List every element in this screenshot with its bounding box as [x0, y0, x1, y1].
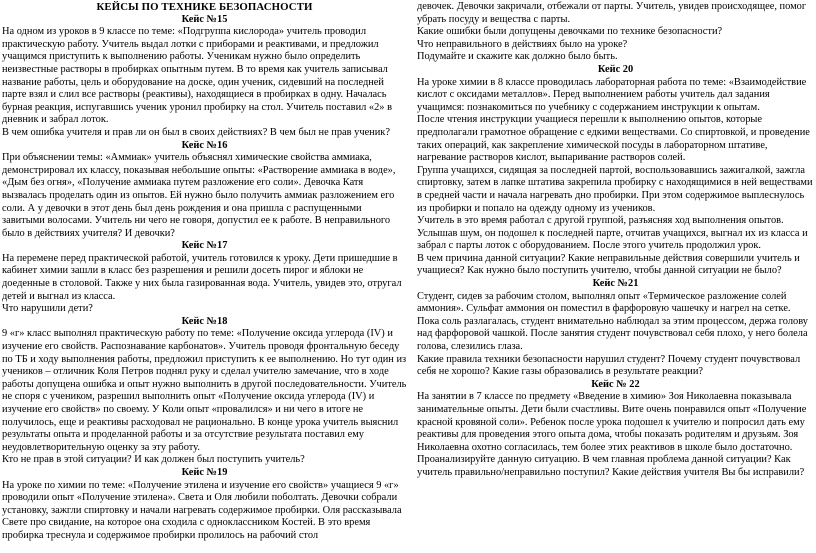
case-paragraph: Какие правила техники безопасности нарушил студент? Почему студент почувствовал себя не хорошо? Какие газы образовались в результате реакции? — [417, 353, 801, 378]
case-block — [2, 140, 407, 241]
case-block — [417, 64, 814, 278]
case-heading: Кейс 20 — [597, 63, 634, 75]
case-block — [417, 278, 814, 379]
case-paragraph: Подумайте и скажите как должно было быть. — [417, 51, 618, 63]
case-paragraph: Что неправильного в действиях было на уроке? — [417, 38, 628, 50]
case-paragraph: На занятии в 7 классе по предмету «Введение в химию» Зоя Николаевна показывала занимательные опыты. Дети были счастливы. Вите очень понравился опыт «Получение красной кровяной соли». Ребенок после урока подошел к учителю и попросил дать ему реактивы для проведения этого опыта дома, чтобы показать родителям и друзьям. Зоя Николаевна охотно согласилась, тем более этих реактивов в школе было достаточно. — [417, 391, 807, 453]
left-column — [2, 1, 407, 543]
case-heading: Кейс №16 — [181, 139, 228, 151]
case-paragraph: 9 «г» класс выполнял практическую работу по теме: «Получение оксида углерода (IV) и изучение его свойств. Распознавание карбонатов». Учитель проводя фронтальную беседу по ТБ и ходу выполнения работы, предложил приступить к ее выполнению. Но тут один из учеников – отличник Коля Петров поднял руку и сделал учителю замечание, что в ходе работы допущена ошибка и опыт нужно выполнить в другой последовательности. Учитель не споря с учеником, разрешил выполнить опыт «Получение оксида углерода (IV) и изучение его свойств» по своему. У Коли опыт «провалился» и ни чего в итоге не получилось, еще и реактивы расходовал не рационально. В конце урока учитель выяснил результаты опыта и проделанной работы и за отсутствие результата поставил ему неудовлетворительную оценку за эту работу. — [2, 328, 407, 453]
left-case-list — [2, 14, 407, 543]
case-heading: Кейс №17 — [181, 240, 228, 252]
case-paragraph: Кто не прав в этой ситуации? И как должен был поступить учитель? — [2, 454, 305, 466]
case-block — [2, 240, 407, 316]
case-heading: Кейс № 22 — [591, 378, 640, 390]
case-paragraph: Что нарушили дети? — [2, 303, 93, 315]
case-block — [417, 379, 814, 480]
case-paragraph: Группа учащихся, сидящая за последней партой, воспользовавшись зажигалкой, зажгла спиртовку, затем в лапке штатива закрепила пробирку с находящимися в ней веществами в средней части и начала нагревать дно пробирки. При этом содержимое выплеснулось из пробирки и попало на одежду одному из учеников. — [417, 164, 813, 214]
case-paragraph: На уроке химии в 8 классе проводилась лабораторная работа по теме: «Взаимодействие кислот с оксидами металлов». Перед выполнением работы учитель дал задания учащимся: познакомиться по учебнику с содержанием инструкции к опытам. — [417, 76, 807, 113]
document-title: КЕЙСЫ ПО ТЕХНИКЕ БЕЗОПАСНОСТИ — [96, 1, 313, 13]
case-heading: Кейс №21 — [592, 278, 639, 290]
case-block — [2, 467, 407, 543]
case-heading: Кейс №15 — [181, 13, 228, 25]
case-paragraph: На перемене перед практической работой, учитель готовился к уроку. Дети пришедшие в кабинет химии зашли в класс без разрешения и решили досеть пирог и яблоки не доеденные в столовой. Также у них была газированная вода. Учитель, увидев это, отругал детей и выгнал из класса. — [2, 252, 402, 302]
case-paragraph: В чем ошибка учителя и прав ли он был в своих действиях? В чем был не прав ученик? — [2, 126, 390, 138]
right-case-list — [417, 1, 814, 480]
case-paragraph: Проанализируйте данную ситуацию. В чем главная проблема данной ситуации? Как учитель правильно/неправильно поступил? Какие действия учителя Вы бы исправили? — [417, 454, 805, 478]
case-heading: Кейс №18 — [181, 315, 228, 327]
case-paragraph: Студент, сидев за рабочим столом, выполнял опыт «Термическое разложение солей аммония». Сульфат аммония он поместил в фарфоровую чашечку и нагрел на сетке. Пока соль разлагалась, студент внимательно наблюдал за этим процессом, держа голову над фарфоровой чашкой. После занятия студент почувствовал себя плохо, у него болела голова, слезились глаза. — [417, 290, 808, 353]
case-heading: Кейс №19 — [181, 466, 228, 478]
case-block — [2, 14, 407, 140]
right-column — [417, 1, 814, 480]
case-paragraph: Учитель в это время работал с другой группой, разъясняя ход выполнения опытов. Услышав шум, он подошел к последней парте, отчитав учащихся, выгнал их из класса и забрал с парты лоток с оборудованием. После этого учитель продолжил урок. — [417, 215, 808, 252]
case-paragraph: После чтения инструкции учащиеся перешли к выполнению опытов, которые предполагали грамотное обращение с едкими веществами. Со спиртовкой, и проведение таких операций, как закрепление химической посуды в лабораторном штативе, нагревание растворов кислот, выпаривание растворов солей. — [417, 114, 810, 164]
case-block — [417, 1, 814, 64]
case-paragraph: При объяснении темы: «Аммиак» учитель объяснял химические свойства аммиака, демонстрировал их классу, показывая небольшие опыты: «Растворение аммиака в воде», «Дым без огня», «Получение аммиака путем разложение его соли». Девочка Катя вызвалась проделать один из опытов. Ей нужно было получить аммиак разложением его соли. А у девочки в этот день был день рождения и она пришла с распущенными завитыми волосами. Учитель ни чего не говоря, допустил ее к работе. В неправильного было в действиях учителя? И девочки? — [2, 152, 396, 239]
case-paragraph: На одном из уроков в 9 классе по теме: «Подгруппа кислорода» учитель проводил практическую работу. Учитель выдал лотки с приборами и реактивами, и предложил учащимся приступить к выполнению работы. Ученикам нужно было определить неизвестные растворы в пробирках опытным путем. В то время как учитель записывал название работы, цель и оборудование на доске, один ученик, сидевший на последней парте взял и слил все растворы (реактивы), находящиеся в пробирках в одну. Началась бурная реакция, испугавшись ученик уронил пробирку на стол. Учитель поставил «2» в дневник и забрал лоток. — [2, 26, 393, 126]
case-paragraph: На уроке по химии по теме: «Получение этилена и изучение его свойств» учащиеся 9 «г» проводили опыт «Получение этилена». Света и Оля любили поболтать. Девочки собрали установку, зажгли спиртовку и начали нагревать содержимое пробирки. Оля рассказывала Свете про свидание, на которое она сходила с одноклассником Костей. В это время пробирка треснула и содержимое пробирки пролилось на рабочий стол — [2, 479, 402, 541]
case-paragraph: девочек. Девочки закричали, отбежали от парты. Учитель, увидев происходящее, помог убрать посуду и вещества с парты. — [417, 1, 807, 25]
case-block — [2, 316, 407, 467]
case-paragraph: В чем причина данной ситуации? Какие неправильные действия совершили учитель и учащиеся? Как нужно было поступить учителю, чтобы данной ситуации не было? — [417, 252, 800, 277]
case-paragraph: Какие ошибки были допущены девочками по технике безопасности? — [417, 26, 723, 38]
